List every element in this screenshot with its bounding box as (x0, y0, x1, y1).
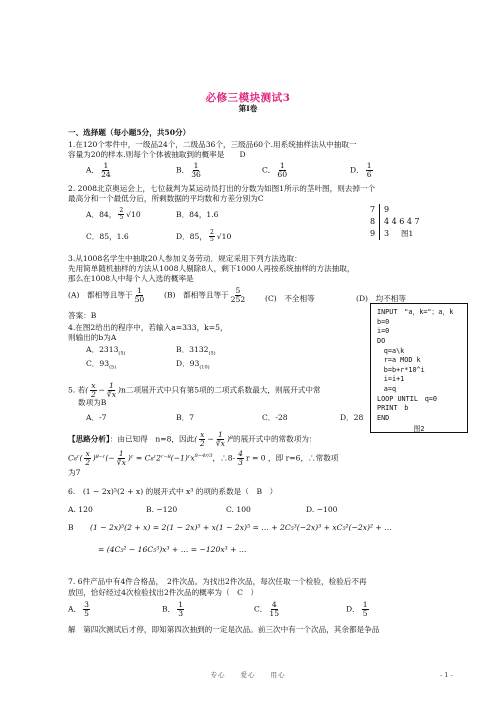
q5-stem: 5. 若( $\frac{x}{2}$ − $\frac{1}{∛x}$ )n二项展开式中只有第5项的二项式系数最大，则展开式中常 (68, 381, 321, 399)
program-line: LOOP UNTIL q=0 (377, 394, 437, 403)
q7-option-c: C． $\frac{4}{15}$ (254, 600, 280, 618)
q3-option-c: (C) 不全相等 (265, 294, 315, 303)
q1-option-a: A． $\frac{1}{24}$ (86, 161, 111, 179)
q6-option-a: A. 120 (68, 505, 93, 514)
q3-line2: 先用简单随机抽样的方法从1008人剔除8人，剩下1000人再按系统抽样的方法抽取， (68, 264, 355, 273)
q4-line2: 则输出的b为A (68, 333, 117, 342)
program-line: q=a\k (377, 346, 405, 355)
q3-line1: 3.从1008名学生中抽取20人参加义务劳动．规定采用下列方法选取： (68, 254, 302, 263)
q5-formula: C₈ʳ( $\frac{x}{2}$ )⁸⁻ʳ(− $\frac{1}{∛x}$ )ʳ = C₈ʳ2ʳ⁻⁸(−1)ʳx$^{8-4r/3}$，∴8- $\frac{4}{3}$ r = 0 ，即 r=6，∴常数项 (68, 449, 339, 467)
program-line: PRINT b (377, 404, 409, 413)
leaves-7: 9 (384, 205, 390, 214)
q4-option-d: D．$93_{(10)}$ (176, 359, 210, 371)
program-line: b=0 (377, 317, 390, 326)
q6-option-b: B. −120 (146, 505, 178, 514)
program-caption: 图2 (413, 424, 425, 433)
q7-line2: 放回，恰好经过4次检验找出2件次品的概率为（ C ） (68, 588, 259, 597)
q4-option-a: A．$2313_{(5)}$ (86, 345, 126, 357)
q6-solution-line1: (1 − 2x)⁵(2 + x) = 2(1 − 2x)⁵ + x(1 − 2x)⁵ = … + 2C₅³(−2x)³ + xC₅²(−2x)² + … (90, 523, 392, 532)
q7-option-b: B． $\frac{1}{3}$ (162, 600, 184, 618)
q1-option-c: C． $\frac{1}{60}$ (262, 161, 288, 179)
q3-answer: 答案：B (68, 311, 97, 320)
program-line: DO (377, 336, 386, 345)
program-line: a=q (377, 385, 397, 394)
q5-conclusion: 为7 (68, 468, 81, 477)
q3-option-b: (B) 都相等且等于 $\frac{5}{252}$ (164, 286, 246, 304)
q2-option-a: A．84， $\frac{2}{5}$ √10 (86, 207, 141, 222)
q5-option-a: A．-7 (86, 413, 107, 422)
program-line: r=a MOD k (377, 356, 421, 365)
q7-solution: 解 第四次测试后才停，即知第四次抽到的一定是次品。前三次中有一个次品，其余都是争品 (68, 625, 380, 634)
page-footer: 专心 爱心 用心 (210, 671, 286, 679)
q4-option-c: C．$93_{(5)}$ (86, 359, 117, 371)
q7-option-d: D． $\frac{1}{5}$ (346, 600, 368, 618)
leaves-8: 4 4 6 4 7 (384, 217, 420, 226)
program-box (370, 303, 468, 433)
q6-solution-label: B (68, 523, 74, 532)
program-line: INPUT "a，k="；a，k (377, 308, 454, 316)
q2-option-c: C．85，1.6 (86, 232, 129, 241)
q3-option-d: (D) 均不相等 (356, 294, 406, 303)
q6-option-c: C. 100 (226, 505, 251, 514)
program-line: b=b+r*10^i (377, 365, 425, 374)
q2-line2: 最高分和一个最低分后，所剩数据的平均数和方差分别为C (68, 194, 264, 203)
section-heading: 一、选择题（每小题5分，共50分） (68, 128, 191, 137)
q5-option-d: D．28 (340, 413, 364, 422)
q7-option-a: A． $\frac{3}{5}$ (68, 600, 89, 618)
q3-line3: 那么在1008人中每个人入选的概率是 (68, 274, 194, 283)
stem-8: 8 (370, 217, 376, 226)
q1-option-b: B． $\frac{1}{36}$ (176, 161, 201, 179)
program-line: i=0 (377, 327, 390, 336)
q6-option-d: D. −100 (306, 505, 338, 514)
q6-solution-line2: = (4C₅² − 16C₅³)x³ + … = −120x³ + … (98, 545, 247, 554)
stem-9: 9 (370, 229, 376, 238)
q1-line1: 1.在120个零件中，一级品24个，二级品36个，三级品60个.用系统抽样法从中抽取一 (68, 140, 357, 149)
stem-7: 7 (370, 205, 376, 214)
q5-option-b: B．7 (176, 413, 195, 422)
q7-line1: 7. 6件产品中有4件合格品， 2件次品。为找出2件次品，每次任取一个检验，检验后不再 (68, 577, 367, 586)
stem-leaf-caption: 图1 (401, 229, 414, 238)
program-code (371, 304, 467, 438)
q2-option-d: D．85， $\frac{2}{5}$ √10 (176, 229, 232, 244)
q4-line1: 4.在图2给出的程序中，若输入a=333，k=5， (68, 323, 228, 332)
q1-line2: 容量为20的样本.则每个个体被抽取到的概率是 D (68, 150, 246, 159)
page-number: - 1 - (440, 671, 453, 679)
page-title: 必修三模块测试3 (205, 92, 291, 104)
stem-divider (379, 204, 380, 240)
q1-option-d: D． $\frac{1}{6}$ (350, 161, 372, 179)
q2-line1: 2. 2008北京奥运会上，七位裁判为某运动员打出的分数为如图1所示的茎叶图，则去掉一个 (68, 184, 376, 193)
q6-stem: 6. (1 − 2x)⁵(2 + x) 的展开式中 x³ 的项的系数是（ B ） (68, 487, 278, 496)
q4-option-b: B．$3132_{(5)}$ (176, 345, 216, 357)
q3-option-a: (A) 都相等且等于 $\frac{1}{50}$ (68, 286, 145, 304)
program-line: END (377, 414, 390, 423)
q5-analysis: 【思路分析】：由已知得 n=8，因此( $\frac{x}{2}$ − $\frac{1}{∛x}$ )⁸的展开式中的常数项为： (68, 430, 317, 448)
q5-option-c: C．-28 (262, 413, 288, 422)
program-line: i=i+1 (377, 375, 405, 384)
q5-line2: 数项为B (78, 398, 107, 407)
q2-option-b: B．84，1.6 (176, 210, 219, 219)
leaves-9: 3 (384, 229, 390, 238)
page-subtitle: 第I卷 (238, 104, 258, 113)
